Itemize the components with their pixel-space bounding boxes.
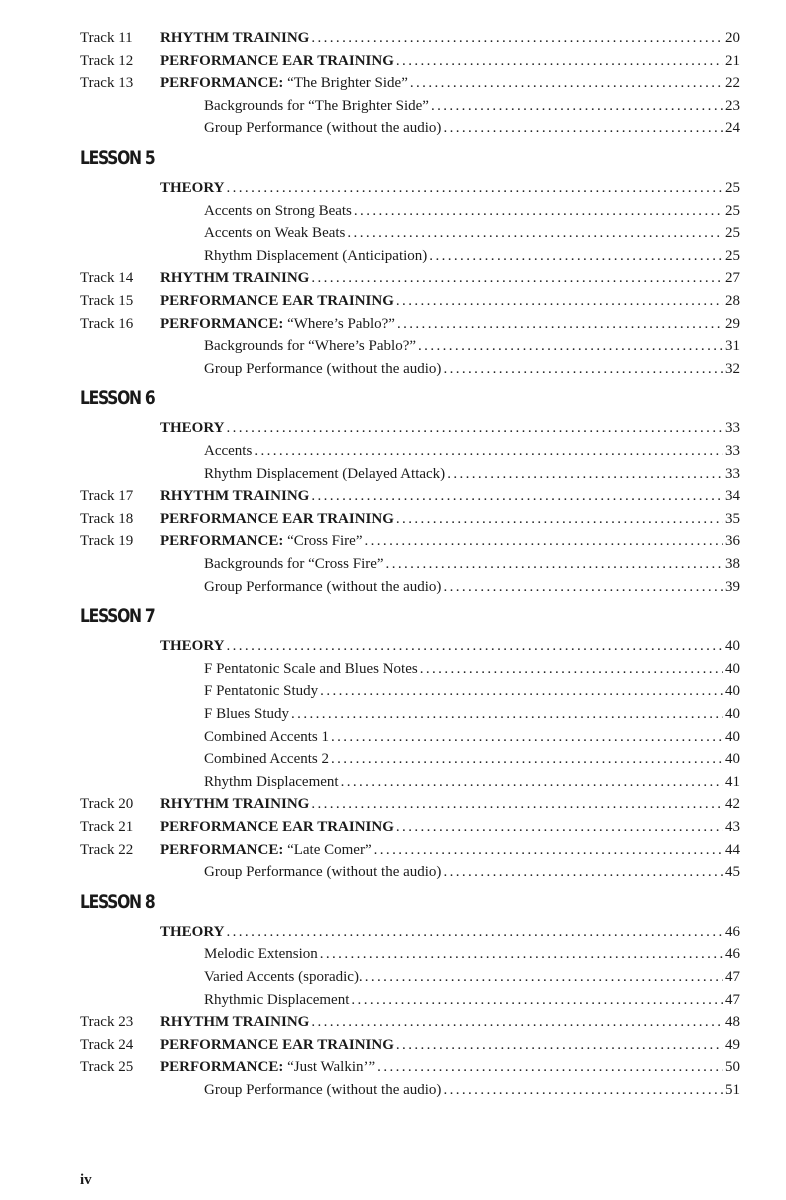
dot-leader — [420, 658, 723, 680]
entry-title — [204, 553, 384, 575]
entry-content — [160, 177, 740, 199]
toc-entry — [80, 576, 740, 598]
entry-content — [160, 50, 740, 72]
entry-title — [160, 313, 395, 335]
page-ref: 29 — [725, 315, 740, 332]
entry-title — [160, 1056, 375, 1078]
entry-text: “Just Walkin’” — [283, 1059, 376, 1076]
entry-content — [204, 748, 740, 770]
toc-entry — [80, 943, 740, 965]
page-ref: 24 — [725, 120, 740, 137]
entry-content — [160, 921, 740, 943]
page-ref: 47 — [725, 969, 740, 985]
entry-title — [160, 921, 224, 943]
entry-title — [204, 726, 329, 748]
entry-content — [160, 417, 740, 439]
dot-leader — [320, 680, 723, 702]
dot-leader — [396, 50, 723, 72]
dot-leader — [331, 748, 723, 770]
toc-entry — [80, 680, 740, 702]
toc-entry — [80, 726, 740, 748]
entry-content — [160, 635, 740, 657]
entry-bold-title: THEORY — [160, 638, 225, 655]
dot-leader — [443, 861, 723, 883]
dot-leader — [351, 989, 723, 1011]
entry-text: F Pentatonic Study — [204, 683, 319, 700]
dot-leader — [311, 1011, 723, 1033]
entry-text: Group Performance (without the audio) — [204, 120, 442, 137]
entry-text: Group Performance (without the audio) — [204, 864, 442, 881]
entry-content — [204, 861, 740, 883]
dot-leader — [443, 1079, 723, 1101]
toc-entry — [80, 1056, 740, 1078]
entry-text: F Pentatonic Scale and Blues Notes — [204, 660, 418, 677]
dot-leader — [254, 440, 723, 462]
entry-title — [204, 748, 329, 770]
page-ref: 25 — [725, 202, 740, 219]
toc-entry — [80, 245, 740, 267]
track-number: Track 18 — [80, 510, 134, 527]
entry-title — [204, 771, 339, 793]
page-ref: 40 — [725, 751, 740, 768]
entry-title — [160, 50, 394, 72]
entry-text: “Cross Fire” — [283, 533, 363, 550]
dot-leader — [291, 703, 723, 725]
entry-title — [160, 72, 408, 94]
toc-entry — [80, 222, 740, 244]
entry-bold-title: PERFORMANCE: — [160, 1059, 284, 1076]
entry-title — [160, 485, 309, 507]
toc-entry — [80, 313, 740, 335]
entry-content — [204, 680, 740, 702]
toc-entry — [80, 440, 740, 462]
entry-bold-title: PERFORMANCE: — [160, 75, 284, 92]
page-ref: 46 — [725, 923, 740, 940]
entry-bold-title: PERFORMANCE EAR TRAINING — [160, 1036, 394, 1053]
toc-entry — [80, 485, 740, 507]
page-ref: 33 — [725, 465, 740, 482]
track-number: Track 11 — [80, 30, 133, 46]
page-ref: 33 — [725, 420, 740, 437]
entry-bold-title: THEORY — [160, 180, 225, 196]
toc-entry — [80, 200, 740, 222]
page-ref: 40 — [725, 638, 740, 655]
dot-leader — [347, 222, 723, 244]
toc-entry — [80, 839, 740, 861]
page-ref: 43 — [725, 819, 740, 835]
entry-content — [204, 943, 740, 965]
page-ref: 22 — [725, 75, 740, 92]
entry-title — [160, 635, 224, 657]
entry-text: Backgrounds for “Where’s Pablo?” — [204, 338, 417, 355]
entry-content — [204, 1079, 740, 1101]
entry-content — [204, 658, 740, 680]
dot-leader — [429, 245, 723, 267]
toc-entry — [80, 553, 740, 575]
entry-title — [204, 966, 363, 988]
page-ref: 45 — [725, 864, 740, 881]
entry-content — [204, 726, 740, 748]
entry-title — [160, 816, 394, 838]
toc-entry — [80, 989, 740, 1011]
entry-title — [204, 117, 441, 139]
page-ref: 51 — [725, 1082, 740, 1098]
entry-text: Rhythm Displacement — [204, 773, 339, 790]
dot-leader — [410, 72, 723, 94]
lesson-heading: LESSON 8 — [80, 890, 155, 913]
page-ref: 27 — [725, 270, 740, 287]
entry-title — [204, 358, 441, 380]
toc-entry — [80, 177, 740, 199]
entry-bold-title: PERFORMANCE EAR TRAINING — [160, 819, 394, 835]
page-ref: 50 — [725, 1059, 740, 1076]
entry-bold-title: PERFORMANCE EAR TRAINING — [160, 52, 394, 69]
toc-entry — [80, 267, 740, 289]
lesson-heading: LESSON 5 — [80, 147, 155, 169]
page-ref: 48 — [725, 1014, 740, 1031]
entry-content — [160, 1056, 740, 1078]
toc-entry — [80, 1079, 740, 1101]
entry-content — [160, 816, 740, 838]
lesson-heading: LESSON 6 — [80, 387, 155, 410]
lesson-heading: LESSON 7 — [80, 605, 155, 628]
entry-content — [160, 290, 740, 312]
dot-leader — [311, 27, 723, 49]
entry-title — [160, 530, 362, 552]
dot-leader — [377, 1056, 723, 1078]
entry-text: Group Performance (without the audio) — [204, 578, 442, 595]
dot-leader — [365, 966, 723, 988]
entry-content — [204, 703, 740, 725]
dot-leader — [226, 417, 723, 439]
entry-bold-title: PERFORMANCE EAR TRAINING — [160, 510, 394, 527]
entry-text: Combined Accents 2 — [204, 751, 329, 768]
entry-text: Accents — [204, 443, 253, 459]
entry-text: “Late Comer” — [283, 841, 372, 858]
page-ref: 40 — [725, 706, 740, 722]
entry-title — [160, 290, 394, 312]
entry-text: “The Brighter Side” — [283, 75, 408, 92]
track-number: Track 25 — [80, 1059, 134, 1076]
entry-content — [204, 222, 740, 244]
entry-title — [204, 95, 429, 117]
dot-leader — [443, 576, 723, 598]
entry-title — [204, 680, 318, 702]
dot-leader — [397, 313, 723, 335]
toc-entry — [80, 966, 740, 988]
entry-content — [204, 335, 740, 357]
entry-text: “Where’s Pablo?” — [283, 315, 395, 332]
toc-entry — [80, 703, 740, 725]
dot-leader — [341, 771, 723, 793]
track-number: Track 12 — [80, 52, 134, 69]
entry-content — [160, 839, 740, 861]
page-ref: 47 — [725, 991, 740, 1008]
entry-content — [160, 485, 740, 507]
toc-entry — [80, 1034, 740, 1056]
entry-text: Backgrounds for “The Brighter Side” — [204, 97, 429, 114]
dot-leader — [396, 290, 723, 312]
toc-entry — [80, 658, 740, 680]
entry-content — [160, 313, 740, 335]
entry-title — [160, 27, 309, 49]
dot-leader — [418, 335, 723, 357]
entry-content — [160, 508, 740, 530]
entry-bold-title: PERFORMANCE: — [160, 533, 284, 550]
page-ref: 32 — [725, 360, 740, 377]
entry-content — [204, 771, 740, 793]
entry-text: Rhythmic Displacement — [204, 991, 350, 1008]
entry-title — [160, 267, 309, 289]
dot-leader — [311, 485, 723, 507]
entry-content — [204, 576, 740, 598]
dot-leader — [226, 177, 723, 199]
entry-content — [160, 1034, 740, 1056]
toc-entry — [80, 117, 740, 139]
toc-entry — [80, 635, 740, 657]
toc-entry — [80, 290, 740, 312]
entry-title — [204, 989, 349, 1011]
track-number: Track 17 — [80, 488, 134, 505]
toc-entry — [80, 530, 740, 552]
track-number: Track 13 — [80, 75, 134, 92]
toc-entry — [80, 508, 740, 530]
entry-text: F Blues Study — [204, 706, 290, 722]
entry-title — [160, 1011, 309, 1033]
entry-title — [160, 417, 224, 439]
entry-content — [204, 95, 740, 117]
page-ref: 28 — [725, 293, 740, 309]
entry-title — [204, 576, 441, 598]
entry-content — [204, 200, 740, 222]
entry-content — [204, 966, 740, 988]
page-ref: 40 — [725, 728, 740, 745]
dot-leader — [226, 635, 723, 657]
page-ref: 25 — [725, 247, 740, 264]
page-ref: 23 — [725, 97, 740, 114]
track-number: Track 22 — [80, 841, 134, 858]
track-number: Track 16 — [80, 315, 134, 332]
toc-entry — [80, 771, 740, 793]
toc-entry — [80, 27, 740, 49]
page-ref: 38 — [725, 556, 740, 572]
entry-content — [160, 27, 740, 49]
track-number: Track 24 — [80, 1036, 134, 1053]
entry-text: Varied Accents (sporadic). — [204, 969, 363, 985]
toc-entry — [80, 95, 740, 117]
entry-text: Group Performance (without the audio) — [204, 1082, 442, 1098]
dot-leader — [431, 95, 723, 117]
page-ref: 25 — [725, 180, 740, 196]
toc-entry — [80, 358, 740, 380]
page-ref: 39 — [725, 578, 740, 595]
track-number: Track 19 — [80, 533, 134, 550]
entry-content — [204, 989, 740, 1011]
entry-content — [204, 553, 740, 575]
entry-text: Accents on Weak Beats — [204, 225, 346, 242]
dot-leader — [447, 463, 723, 485]
toc-entry — [80, 748, 740, 770]
entry-content — [160, 267, 740, 289]
page-ref: 36 — [725, 533, 740, 550]
entry-bold-title: RHYTHM TRAINING — [160, 796, 310, 813]
track-number: Track 14 — [80, 270, 134, 287]
entry-content — [204, 358, 740, 380]
dot-leader — [331, 726, 723, 748]
entry-title — [204, 440, 252, 462]
entry-text: Rhythm Displacement (Anticipation) — [204, 247, 428, 264]
dot-leader — [396, 1034, 723, 1056]
dot-leader — [311, 793, 723, 815]
entry-content — [160, 1011, 740, 1033]
entry-bold-title: THEORY — [160, 420, 225, 437]
page-ref: 21 — [725, 52, 740, 69]
page-ref: 44 — [725, 841, 740, 858]
dot-leader — [226, 921, 723, 943]
entry-text: Combined Accents 1 — [204, 728, 329, 745]
toc-entry — [80, 793, 740, 815]
dot-leader — [320, 943, 723, 965]
entry-bold-title: PERFORMANCE: — [160, 841, 284, 858]
page-ref: 40 — [725, 683, 740, 700]
page-ref: 41 — [725, 773, 740, 790]
entry-title — [160, 793, 309, 815]
page-ref: 49 — [725, 1036, 740, 1053]
dot-leader — [364, 530, 723, 552]
entry-text: Accents on Strong Beats — [204, 202, 352, 219]
toc-entry — [80, 861, 740, 883]
track-number: Track 15 — [80, 293, 134, 309]
entry-content — [160, 72, 740, 94]
track-number: Track 20 — [80, 796, 134, 813]
entry-bold-title: RHYTHM TRAINING — [160, 1014, 310, 1031]
entry-title — [204, 200, 352, 222]
track-number: Track 23 — [80, 1014, 134, 1031]
page-ref: 31 — [725, 338, 740, 355]
dot-leader — [311, 267, 723, 289]
entry-bold-title: PERFORMANCE EAR TRAINING — [160, 293, 394, 309]
entry-bold-title: RHYTHM TRAINING — [160, 488, 310, 505]
page-number: iv — [80, 1172, 92, 1188]
entry-content — [160, 530, 740, 552]
entry-bold-title: THEORY — [160, 923, 225, 940]
entry-title — [204, 335, 416, 357]
entry-text: Melodic Extension — [204, 946, 318, 963]
entry-title — [204, 943, 318, 965]
entry-title — [204, 463, 445, 485]
entry-title — [204, 1079, 441, 1101]
entry-title — [160, 508, 394, 530]
entry-text: Backgrounds for “Cross Fire” — [204, 556, 384, 572]
entry-content — [204, 117, 740, 139]
dot-leader — [374, 839, 723, 861]
entry-title — [204, 245, 427, 267]
dot-leader — [443, 358, 723, 380]
toc-entry — [80, 72, 740, 94]
toc-entry — [80, 463, 740, 485]
entry-bold-title: RHYTHM TRAINING — [160, 270, 310, 287]
entry-title — [204, 703, 289, 725]
dot-leader — [354, 200, 723, 222]
entry-content — [160, 793, 740, 815]
entry-title — [160, 839, 372, 861]
toc-entry — [80, 335, 740, 357]
entry-bold-title: PERFORMANCE: — [160, 315, 284, 332]
toc-entry — [80, 921, 740, 943]
page-ref: 20 — [725, 30, 740, 46]
entry-content — [204, 245, 740, 267]
dot-leader — [386, 553, 723, 575]
dot-leader — [396, 508, 723, 530]
entry-content — [204, 440, 740, 462]
page-ref: 25 — [725, 225, 740, 242]
page-ref: 33 — [725, 443, 740, 459]
entry-title — [160, 177, 224, 199]
toc-entry — [80, 417, 740, 439]
dot-leader — [443, 117, 723, 139]
entry-text: Group Performance (without the audio) — [204, 360, 442, 377]
page-ref: 46 — [725, 946, 740, 963]
entry-content — [204, 463, 740, 485]
entry-bold-title: RHYTHM TRAINING — [160, 30, 310, 46]
page-ref: 42 — [725, 796, 740, 813]
page-ref: 34 — [725, 488, 740, 505]
entry-text: Rhythm Displacement (Delayed Attack) — [204, 465, 446, 482]
track-number: Track 21 — [80, 819, 134, 835]
page-ref: 40 — [725, 660, 740, 677]
entry-title — [204, 222, 345, 244]
entry-title — [204, 861, 441, 883]
entry-title — [160, 1034, 394, 1056]
toc-entry — [80, 50, 740, 72]
toc-entry — [80, 816, 740, 838]
toc-entry — [80, 1011, 740, 1033]
dot-leader — [396, 816, 723, 838]
page-ref: 35 — [725, 510, 740, 527]
entry-title — [204, 658, 418, 680]
